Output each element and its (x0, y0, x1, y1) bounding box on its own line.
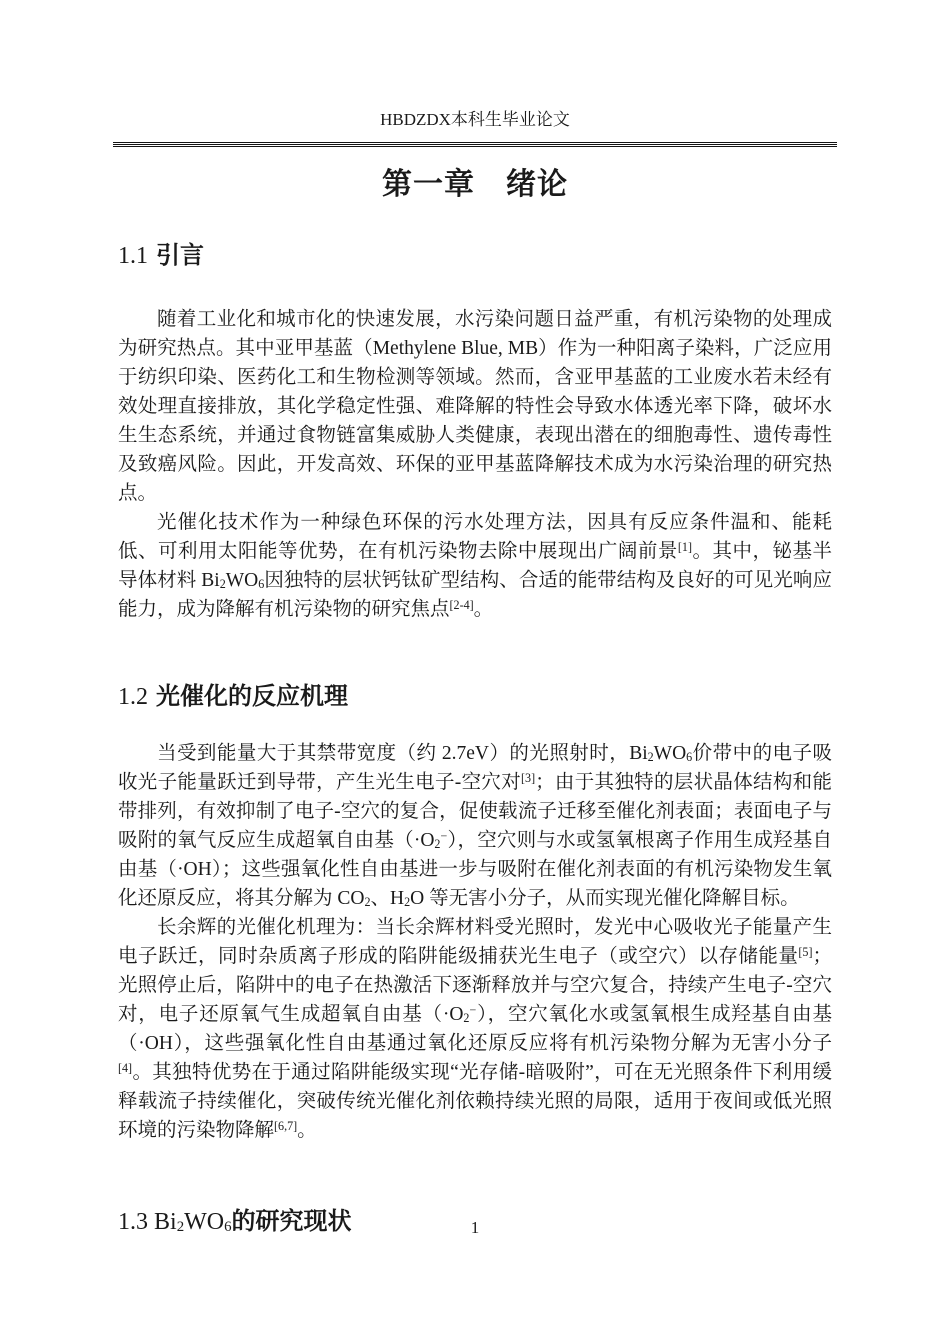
section-title: 的研究现状 (231, 1208, 352, 1235)
page-header (118, 110, 832, 130)
section-heading-1-1 (118, 239, 832, 273)
paragraph: 光催化技术作为一种绿色环保的污水处理方法，因具有反应条件温和、能耗低、可利用太阳能等优势，在有机污染物去除中展现出广阔前景[1]。其中，铋基半导体材料 $Bi_2WO_6$因独特的层状钙钛矿型结构、合适的能带结构及良好的可见光响应能力，成为降解有机污染物的研究焦点[2-4]。 (118, 512, 832, 620)
paragraph: 随着工业化和城市化的快速发展，水污染问题日益严重，有机污染物的处理成为研究热点。其中亚甲基蓝（Methylene Blue, MB）作为一种阳离子染料，广泛应用于纺织印染、医药化工和生物检测等领域。然而，含亚甲基蓝的工业废水若未经有效处理直接排放，其化学稳定性强、难降解的特性会导致水体透光率下降，破坏水生生态系统，并通过食物链富集威胁人类健康，表现出潜在的细胞毒性、遗传毒性及致癌风险。因此，开发高效、环保的亚甲基蓝降解技术成为水污染治理的研究热点。 (118, 309, 832, 504)
section-number: 1.2 (118, 684, 148, 710)
section-title: 光催化的反应机理 (156, 683, 348, 710)
paragraph: 长余辉的光催化机理为：当长余辉材料受光照时，发光中心吸收光子能量产生电子跃迁，同时杂质离子形成的陷阱能级捕获光生电子（或空穴）以存储能量[5]；光照停止后，陷阱中的电子在热激活下逐渐释放并与空穴复合，持续产生电子-空穴对，电子还原氧气生成超氧自由基$(\cdot O_2^-)$，空穴氧化水或氢氧根生成羟基自由基（·OH），这些强氧化性自由基通过氧化还原反应将有机污染物分解为无害小分子[4]。其独特优势在于通过陷阱能级实现“光存储-暗吸附”，可在无光照条件下利用缓释载流子持续催化，突破传统光催化剂依赖持续光照的局限，适用于夜间或低光照环境的污染物降解[6,7]。 (118, 917, 832, 1141)
section-number: 1.3 $Bi_2WO_6$ (118, 1209, 232, 1236)
section-introduction (118, 239, 832, 624)
chapter-title: 第一章 绪论 (382, 168, 568, 201)
header-rule (113, 142, 837, 147)
header-text: HBDZDX本科生毕业论文 (380, 110, 570, 129)
paragraph: 当受到能量大于其禁带宽度（约 2.7eV）的光照射时，$Bi_2WO_6$价带中的电子吸收光子能量跃迁到导带，产生光生电子-空穴对[3]；由于其独特的层状晶体结构和能带排列，有效抑制了电子-空穴的复合，促使载流子迁移至催化剂表面；表面电子与吸附的氧气反应生成超氧自由基$(\cdot O_2^-)$，空穴则与水或氢氧根离子作用生成羟基自由基（·OH）；这些强氧化性自由基进一步与吸附在催化剂表面的有机污染物发生氧化还原反应，将其分解为 $CO_2$、$H_2O$ 等无害小分子，从而实现光催化降解目标。 (118, 743, 832, 909)
section-heading-1-2 (118, 680, 832, 714)
page-number: 1 (470, 1218, 480, 1237)
section-body (118, 739, 832, 1145)
section-title: 引言 (156, 242, 204, 269)
section-body (118, 305, 832, 624)
section-photocatalysis-mechanism (118, 680, 832, 1145)
section-number: 1.1 (118, 243, 148, 269)
